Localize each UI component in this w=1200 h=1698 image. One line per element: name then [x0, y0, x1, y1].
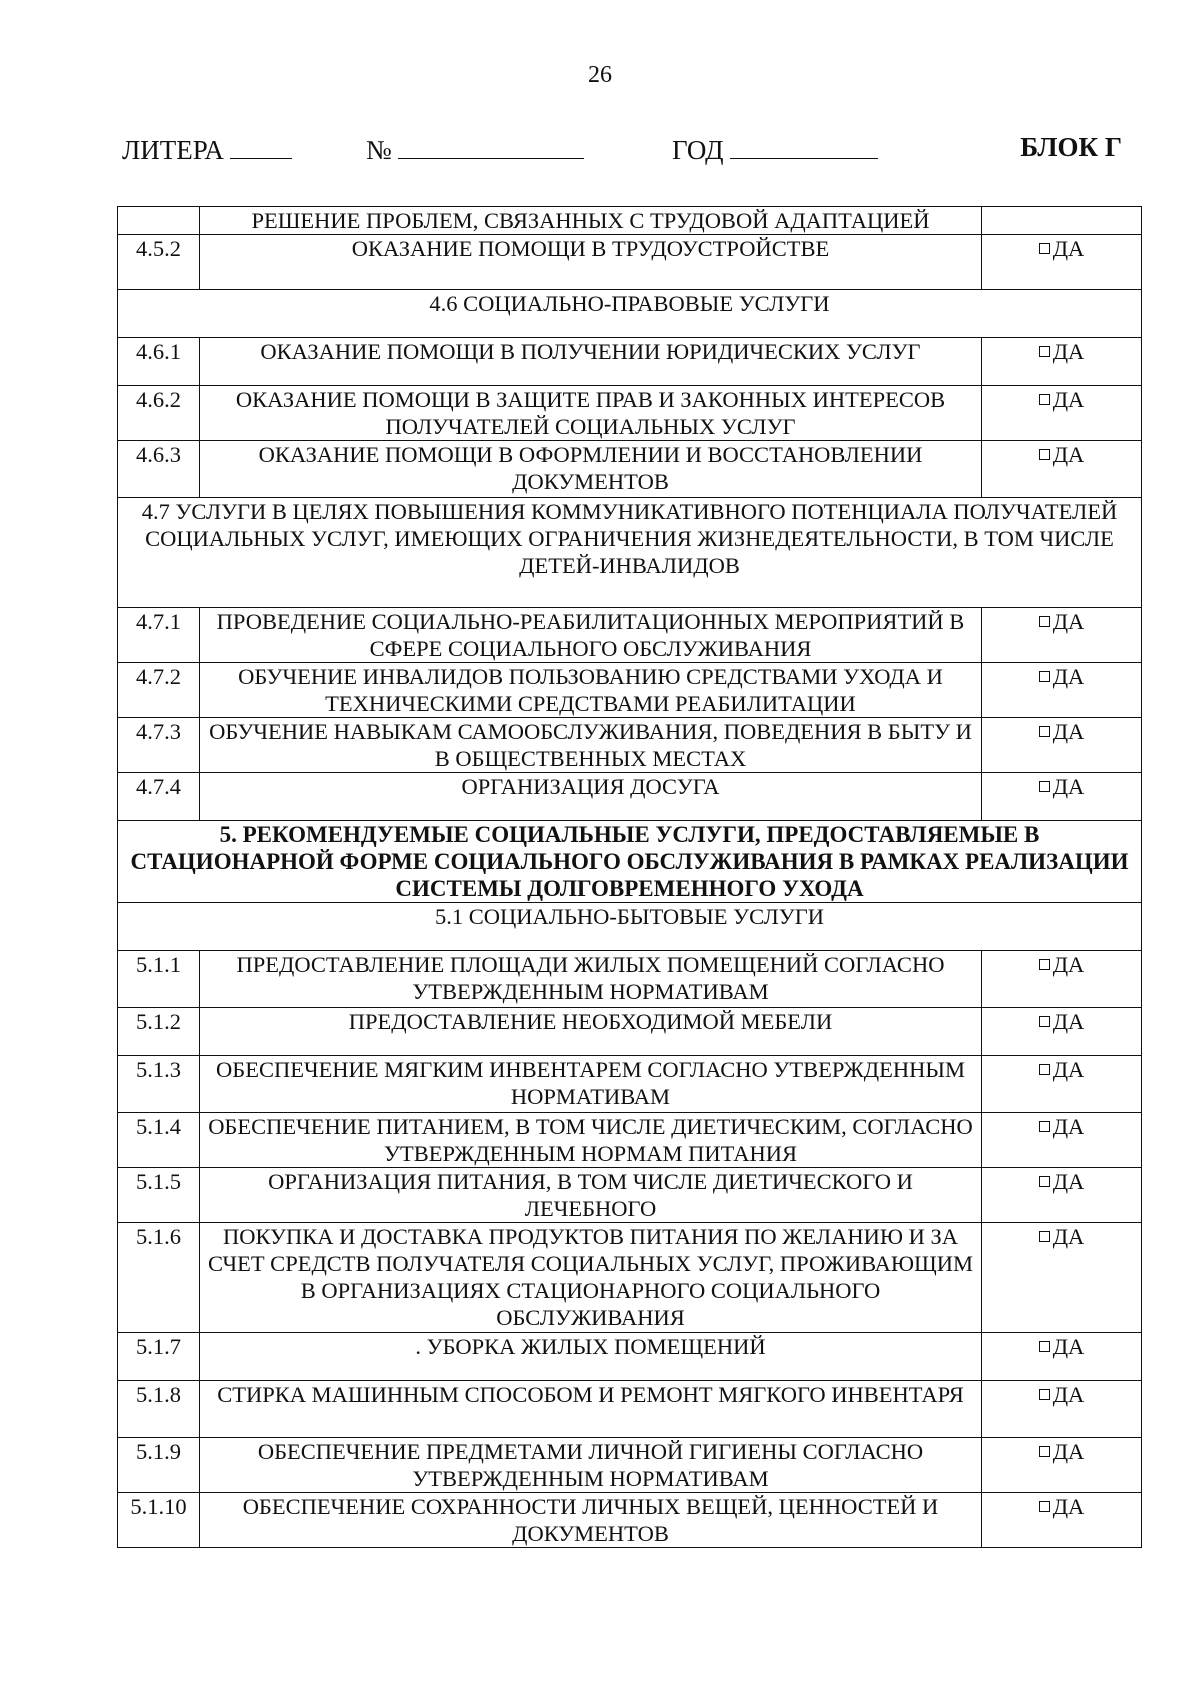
item-text: . УБОРКА ЖИЛЫХ ПОМЕЩЕНИЙ: [200, 1333, 982, 1381]
item-number: 4.7.3: [118, 718, 200, 773]
item-text: ОКАЗАНИЕ ПОМОЩИ В ТРУДОУСТРОЙСТВЕ: [200, 235, 982, 290]
item-checkbox-cell: [982, 608, 1142, 663]
table-row: [118, 1493, 1142, 1548]
item-text: РЕШЕНИЕ ПРОБЛЕМ, СВЯЗАННЫХ С ТРУДОВОЙ АДАПТАЦИЕЙ: [200, 207, 982, 235]
item-number: 5.1.2: [118, 1008, 200, 1056]
checkbox-label: ДА: [1052, 339, 1085, 364]
checkbox-icon[interactable]: [1039, 726, 1050, 737]
item-text: ПРЕДОСТАВЛЕНИЕ ПЛОЩАДИ ЖИЛЫХ ПОМЕЩЕНИЙ СОГЛАСНО УТВЕРЖДЕННЫМ НОРМАТИВАМ: [200, 951, 982, 1008]
checkbox-label: ДА: [1052, 1334, 1085, 1359]
item-number: 4.5.2: [118, 235, 200, 290]
checkbox-icon[interactable]: [1039, 243, 1050, 254]
checkbox-label: ДА: [1052, 387, 1085, 412]
checkbox-label: ДА: [1052, 1009, 1085, 1034]
item-number: 5.1.1: [118, 951, 200, 1008]
checkbox-icon[interactable]: [1039, 959, 1050, 970]
item-checkbox-cell: [982, 1008, 1142, 1056]
table-row: [118, 773, 1142, 821]
item-text: ОБЕСПЕЧЕНИЕ ПИТАНИЕМ, В ТОМ ЧИСЛЕ ДИЕТИЧЕСКИМ, СОГЛАСНО УТВЕРЖДЕННЫМ НОРМАМ ПИТАНИЯ: [200, 1113, 982, 1168]
checkbox-label: ДА: [1052, 719, 1085, 744]
form-header: [122, 132, 1122, 166]
checkbox-icon[interactable]: [1039, 781, 1050, 792]
table-row: [118, 1223, 1142, 1333]
section-row: [118, 821, 1142, 903]
item-number: 4.7.4: [118, 773, 200, 821]
year-label: ГОД: [672, 135, 724, 165]
block-label: БЛОК Г: [1020, 132, 1122, 162]
item-checkbox-cell: [982, 441, 1142, 498]
number-label: №: [366, 135, 392, 165]
services-table-body: [118, 207, 1142, 1548]
checkbox-label: ДА: [1052, 1114, 1085, 1139]
item-number: 5.1.10: [118, 1493, 200, 1548]
checkbox-icon[interactable]: [1039, 616, 1050, 627]
item-number: 5.1.3: [118, 1056, 200, 1113]
item-checkbox-cell: [982, 951, 1142, 1008]
checkbox-icon[interactable]: [1039, 1176, 1050, 1187]
item-text: ОБЕСПЕЧЕНИЕ МЯГКИМ ИНВЕНТАРЕМ СОГЛАСНО УТВЕРЖДЕННЫМ НОРМАТИВАМ: [200, 1056, 982, 1113]
item-checkbox-cell: [982, 235, 1142, 290]
table-row: [118, 386, 1142, 441]
item-number: 5.1.4: [118, 1113, 200, 1168]
item-number: 4.6.1: [118, 338, 200, 386]
section-heading: 4.6 СОЦИАЛЬНО-ПРАВОВЫЕ УСЛУГИ: [118, 290, 1142, 338]
table-row: [118, 608, 1142, 663]
item-text: ОБУЧЕНИЕ НАВЫКАМ САМООБСЛУЖИВАНИЯ, ПОВЕДЕНИЯ В БЫТУ И В ОБЩЕСТВЕННЫХ МЕСТАХ: [200, 718, 982, 773]
checkbox-label: ДА: [1052, 1439, 1085, 1464]
item-checkbox-cell: [982, 338, 1142, 386]
item-checkbox-cell: [982, 1223, 1142, 1333]
table-row: [118, 1168, 1142, 1223]
checkbox-icon[interactable]: [1039, 346, 1050, 357]
section-heading: 5.1 СОЦИАЛЬНО-БЫТОВЫЕ УСЛУГИ: [118, 903, 1142, 951]
checkbox-label: ДА: [1052, 664, 1085, 689]
table-row: [118, 235, 1142, 290]
item-checkbox-cell: [982, 773, 1142, 821]
litera-label: ЛИТЕРА: [122, 135, 224, 165]
item-number: 5.1.5: [118, 1168, 200, 1223]
checkbox-label: ДА: [1052, 1494, 1085, 1519]
item-checkbox-cell: [982, 207, 1142, 235]
checkbox-label: ДА: [1052, 952, 1085, 977]
section-heading-bold: 5. РЕКОМЕНДУЕМЫЕ СОЦИАЛЬНЫЕ УСЛУГИ, ПРЕДОСТАВЛЯЕМЫЕ В СТАЦИОНАРНОЙ ФОРМЕ СОЦИАЛЬНОГО ОБСЛУЖИВАНИЯ В РАМКАХ РЕАЛИЗАЦИИ СИСТЕМЫ ДОЛГОВРЕМЕННОГО УХОДА: [118, 821, 1142, 903]
item-text: ОРГАНИЗАЦИЯ ДОСУГА: [200, 773, 982, 821]
item-number: [118, 207, 200, 235]
table-row: [118, 663, 1142, 718]
item-text: ОКАЗАНИЕ ПОМОЩИ В ОФОРМЛЕНИИ И ВОССТАНОВЛЕНИИ ДОКУМЕНТОВ: [200, 441, 982, 498]
item-text: ПРОВЕДЕНИЕ СОЦИАЛЬНО-РЕАБИЛИТАЦИОННЫХ МЕРОПРИЯТИЙ В СФЕРЕ СОЦИАЛЬНОГО ОБСЛУЖИВАНИЯ: [200, 608, 982, 663]
checkbox-label: ДА: [1052, 609, 1085, 634]
table-row: [118, 441, 1142, 498]
item-text: ОБЕСПЕЧЕНИЕ СОХРАННОСТИ ЛИЧНЫХ ВЕЩЕЙ, ЦЕННОСТЕЙ И ДОКУМЕНТОВ: [200, 1493, 982, 1548]
checkbox-icon[interactable]: [1039, 394, 1050, 405]
table-row: [118, 718, 1142, 773]
checkbox-icon[interactable]: [1039, 1121, 1050, 1132]
item-checkbox-cell: [982, 718, 1142, 773]
page-number: 26: [588, 62, 612, 88]
checkbox-icon[interactable]: [1039, 1341, 1050, 1352]
table-row: [118, 1056, 1142, 1113]
item-number: 5.1.6: [118, 1223, 200, 1333]
item-number: 5.1.7: [118, 1333, 200, 1381]
year-blank[interactable]: [730, 132, 878, 159]
year-field: [672, 132, 878, 166]
item-text: ОРГАНИЗАЦИЯ ПИТАНИЯ, В ТОМ ЧИСЛЕ ДИЕТИЧЕСКОГО И ЛЕЧЕБНОГО: [200, 1168, 982, 1223]
item-text: ОБЕСПЕЧЕНИЕ ПРЕДМЕТАМИ ЛИЧНОЙ ГИГИЕНЫ СОГЛАСНО УТВЕРЖДЕННЫМ НОРМАТИВАМ: [200, 1438, 982, 1493]
item-checkbox-cell: [982, 1113, 1142, 1168]
checkbox-icon[interactable]: [1039, 1389, 1050, 1400]
item-number: 4.7.1: [118, 608, 200, 663]
litera-field: [122, 132, 292, 166]
table-row: [118, 1438, 1142, 1493]
table-row: [118, 1113, 1142, 1168]
checkbox-icon[interactable]: [1039, 1064, 1050, 1075]
checkbox-label: ДА: [1052, 1169, 1085, 1194]
table-row: [118, 338, 1142, 386]
item-checkbox-cell: [982, 1438, 1142, 1493]
item-number: 4.6.3: [118, 441, 200, 498]
item-text: ПРЕДОСТАВЛЕНИЕ НЕОБХОДИМОЙ МЕБЕЛИ: [200, 1008, 982, 1056]
number-blank[interactable]: [398, 132, 584, 159]
section-heading: 4.7 УСЛУГИ В ЦЕЛЯХ ПОВЫШЕНИЯ КОММУНИКАТИВНОГО ПОТЕНЦИАЛА ПОЛУЧАТЕЛЕЙ СОЦИАЛЬНЫХ УСЛУГ, ИМЕЮЩИХ ОГРАНИЧЕНИЯ ЖИЗНЕДЕЯТЕЛЬНОСТИ, В ТОМ ЧИСЛЕ ДЕТЕЙ-ИНВАЛИДОВ: [118, 498, 1142, 608]
checkbox-label: ДА: [1052, 774, 1085, 799]
section-row: [118, 903, 1142, 951]
item-checkbox-cell: [982, 1168, 1142, 1223]
checkbox-label: ДА: [1052, 1382, 1085, 1407]
item-number: 5.1.8: [118, 1381, 200, 1438]
table-row: [118, 207, 1142, 235]
section-row: [118, 498, 1142, 608]
table-row: [118, 1333, 1142, 1381]
item-text: ОБУЧЕНИЕ ИНВАЛИДОВ ПОЛЬЗОВАНИЮ СРЕДСТВАМИ УХОДА И ТЕХНИЧЕСКИМИ СРЕДСТВАМИ РЕАБИЛИТАЦИИ: [200, 663, 982, 718]
table-row: [118, 951, 1142, 1008]
item-checkbox-cell: [982, 1493, 1142, 1548]
checkbox-icon[interactable]: [1039, 1016, 1050, 1027]
table-row: [118, 1381, 1142, 1438]
item-text: ПОКУПКА И ДОСТАВКА ПРОДУКТОВ ПИТАНИЯ ПО ЖЕЛАНИЮ И ЗА СЧЕТ СРЕДСТВ ПОЛУЧАТЕЛЯ СОЦИАЛЬНЫХ УСЛУГ, ПРОЖИВАЮЩИМ В ОРГАНИЗАЦИЯХ СТАЦИОНАРНОГО СОЦИАЛЬНОГО ОБСЛУЖИВАНИЯ: [200, 1223, 982, 1333]
item-number: 4.6.2: [118, 386, 200, 441]
number-field: [366, 132, 584, 166]
section-row: [118, 290, 1142, 338]
services-table: [117, 206, 1142, 1548]
checkbox-label: ДА: [1052, 442, 1085, 467]
checkbox-icon[interactable]: [1039, 449, 1050, 460]
checkbox-label: ДА: [1052, 236, 1085, 261]
checkbox-icon[interactable]: [1039, 1446, 1050, 1457]
item-text: СТИРКА МАШИННЫМ СПОСОБОМ И РЕМОНТ МЯГКОГО ИНВЕНТАРЯ: [200, 1381, 982, 1438]
item-number: 5.1.9: [118, 1438, 200, 1493]
checkbox-icon[interactable]: [1039, 671, 1050, 682]
item-checkbox-cell: [982, 386, 1142, 441]
checkbox-label: ДА: [1052, 1224, 1085, 1249]
item-checkbox-cell: [982, 1333, 1142, 1381]
table-row: [118, 1008, 1142, 1056]
item-checkbox-cell: [982, 663, 1142, 718]
item-checkbox-cell: [982, 1381, 1142, 1438]
item-checkbox-cell: [982, 1056, 1142, 1113]
item-text: ОКАЗАНИЕ ПОМОЩИ В ПОЛУЧЕНИИ ЮРИДИЧЕСКИХ УСЛУГ: [200, 338, 982, 386]
litera-blank[interactable]: [230, 132, 292, 159]
checkbox-icon[interactable]: [1039, 1501, 1050, 1512]
checkbox-label: ДА: [1052, 1057, 1085, 1082]
checkbox-icon[interactable]: [1039, 1231, 1050, 1242]
item-number: 4.7.2: [118, 663, 200, 718]
item-text: ОКАЗАНИЕ ПОМОЩИ В ЗАЩИТЕ ПРАВ И ЗАКОННЫХ ИНТЕРЕСОВ ПОЛУЧАТЕЛЕЙ СОЦИАЛЬНЫХ УСЛУГ: [200, 386, 982, 441]
